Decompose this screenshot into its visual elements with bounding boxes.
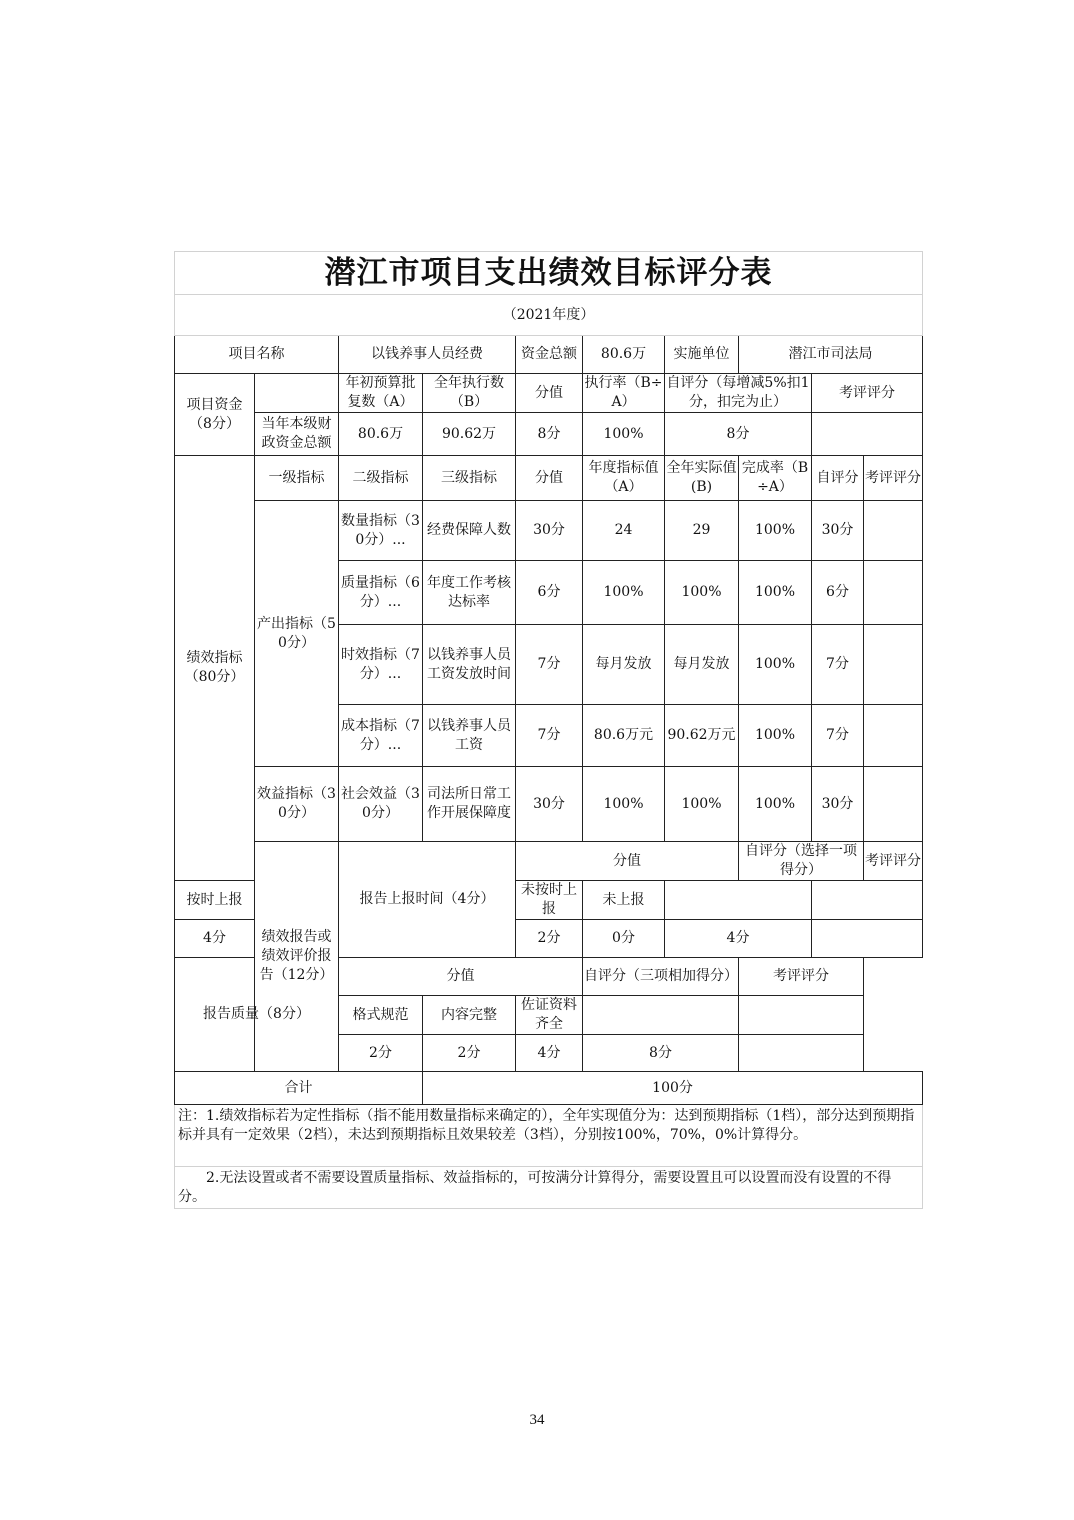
total-label: 合计 (175, 1072, 423, 1105)
actual-cell: 29 (665, 501, 739, 561)
funds-self: 8分 (665, 413, 812, 456)
rate-cell: 100% (739, 705, 812, 767)
level3-cell: 以钱养事人员工资 (423, 705, 516, 767)
self-score-cell: 30分 (812, 767, 864, 842)
report-quality-score: 2分 (339, 1035, 423, 1072)
report-time-option: 未按时上报 (516, 881, 583, 920)
report-label: 绩效报告或绩效评价报告（12分） (255, 842, 339, 1072)
report-time-score: 4分 (175, 920, 255, 958)
total-funds-value: 80.6万 (583, 336, 665, 374)
level2-cell: 质量指标（6分）... (339, 561, 423, 625)
perf-header-score: 分值 (516, 456, 583, 501)
note-1: 注：1.绩效指标若为定性指标（指不能用数量指标来确定的），全年实现值分为：达到预期指标（1档），部分达到预期指标并具有一定效果（2档），未达到预期指标且效果较差（3档），分别按100%，70%，0%计算得分。 (175, 1105, 923, 1167)
report-time-self-blank (665, 881, 812, 920)
rate-cell: 100% (739, 767, 812, 842)
note-2-text: 2.无法设置或者不需要设置质量指标、效益指标的，可按满分计算得分，需要设置且可以设置而没有设置的不得分。 (178, 1170, 892, 1205)
report-quality-self-blank (583, 996, 739, 1035)
report-time-score: 2分 (516, 920, 583, 958)
report-quality-score: 4分 (516, 1035, 583, 1072)
score-cell: 30分 (516, 767, 583, 842)
review-score-cell (864, 767, 923, 842)
report-quality-review-blank (739, 996, 864, 1035)
rate-cell: 100% (739, 561, 812, 625)
perf-header-rate: 完成率（B÷A） (739, 456, 812, 501)
funds-header-rate: 执行率（B÷A） (583, 374, 665, 413)
table-row (175, 767, 923, 842)
implementing-unit-value: 潜江市司法局 (739, 336, 923, 374)
review-score-cell (864, 625, 923, 705)
funds-annual: 90.62万 (423, 413, 516, 456)
target-cell: 100% (583, 767, 665, 842)
self-score-cell: 7分 (812, 625, 864, 705)
self-score-cell: 30分 (812, 501, 864, 561)
self-score-cell: 7分 (812, 705, 864, 767)
report-quality-option: 佐证资料齐全 (516, 996, 583, 1035)
benefit-indicators-label: 效益指标（30分） (255, 767, 339, 842)
actual-cell: 100% (665, 767, 739, 842)
project-name-value: 以钱养事人员经费 (339, 336, 516, 374)
implementing-unit-label: 实施单位 (665, 336, 739, 374)
score-cell: 7分 (516, 705, 583, 767)
level3-cell: 司法所日常工作开展保障度 (423, 767, 516, 842)
rate-cell: 100% (739, 625, 812, 705)
report-quality-option: 内容完整 (423, 996, 516, 1035)
table-row (175, 501, 923, 561)
report-quality-review-header: 考评评分 (739, 958, 864, 996)
actual-cell: 90.62万元 (665, 705, 739, 767)
funds-blank-cell (255, 374, 339, 413)
target-cell: 每月发放 (583, 625, 665, 705)
report-time-review-score (812, 920, 923, 958)
report-time-score: 0分 (583, 920, 665, 958)
note-2 (175, 1167, 923, 1209)
review-score-cell (864, 705, 923, 767)
score-cell: 7分 (516, 625, 583, 705)
table-title: 潜江市项目支出绩效目标评分表 (175, 252, 923, 295)
level2-cell: 成本指标（7分）... (339, 705, 423, 767)
total-value: 100分 (423, 1072, 923, 1105)
perf-header-actual: 全年实际值(B) (665, 456, 739, 501)
performance-score-table (174, 251, 923, 1209)
table-year: （2021年度） (175, 295, 923, 336)
perf-header-review: 考评评分 (864, 456, 923, 501)
perf-header-self: 自评分 (812, 456, 864, 501)
actual-cell: 100% (665, 561, 739, 625)
level3-cell: 经费保障人数 (423, 501, 516, 561)
funds-header-review: 考评评分 (812, 374, 923, 413)
report-quality-option: 格式规范 (339, 996, 423, 1035)
report-time-review-blank (812, 881, 923, 920)
funds-header-initial: 年初预算批复数（A） (339, 374, 423, 413)
total-funds-label: 资金总额 (516, 336, 583, 374)
perf-indicators-label: 绩效指标（80分） (175, 456, 255, 881)
project-name-label: 项目名称 (175, 336, 339, 374)
level2-cell: 时效指标（7分）... (339, 625, 423, 705)
report-quality-self-header: 自评分（三项相加得分） (583, 958, 739, 996)
page-number: 34 (529, 1412, 545, 1428)
review-score-cell (864, 561, 923, 625)
rate-cell: 100% (739, 501, 812, 561)
funds-review (812, 413, 923, 456)
report-time-score-header: 分值 (516, 842, 739, 881)
target-cell: 24 (583, 501, 665, 561)
report-quality-score-header: 分值 (339, 958, 583, 996)
score-cell: 6分 (516, 561, 583, 625)
level3-cell: 以钱养事人员工资发放时间 (423, 625, 516, 705)
perf-header-level2: 二级指标 (339, 456, 423, 501)
funds-header-self: 自评分（每增减5%扣1分，扣完为止） (665, 374, 812, 413)
report-quality-review-score (739, 1035, 864, 1072)
review-score-cell (864, 501, 923, 561)
target-cell: 80.6万元 (583, 705, 665, 767)
level3-cell: 年度工作考核达标率 (423, 561, 516, 625)
perf-header-level3: 三级指标 (423, 456, 516, 501)
score-cell: 30分 (516, 501, 583, 561)
funds-score: 8分 (516, 413, 583, 456)
report-time-option: 按时上报 (175, 881, 255, 920)
perf-header-level1: 一级指标 (255, 456, 339, 501)
self-score-cell: 6分 (812, 561, 864, 625)
funds-header-annual: 全年执行数（B） (423, 374, 516, 413)
score-form (174, 251, 922, 1205)
project-funds-label: 项目资金（8分） (175, 374, 255, 456)
report-time-option: 未上报 (583, 881, 665, 920)
report-quality-self-score: 8分 (583, 1035, 739, 1072)
report-time-review-header: 考评评分 (864, 842, 923, 881)
report-time-self-score: 4分 (665, 920, 812, 958)
report-time-label: 报告上报时间（4分） (339, 842, 516, 958)
funds-header-score: 分值 (516, 374, 583, 413)
funds-initial: 80.6万 (339, 413, 423, 456)
report-quality-score: 2分 (423, 1035, 516, 1072)
level2-cell: 社会效益（30分） (339, 767, 423, 842)
report-time-self-header: 自评分（选择一项得分） (739, 842, 864, 881)
report-quality-label: 报告质量（8分） (175, 958, 339, 1072)
funds-rate: 100% (583, 413, 665, 456)
actual-cell: 每月发放 (665, 625, 739, 705)
target-cell: 100% (583, 561, 665, 625)
funds-row-label: 当年本级财政资金总额 (255, 413, 339, 456)
perf-header-target: 年度指标值（A） (583, 456, 665, 501)
level2-cell: 数量指标（30分）... (339, 501, 423, 561)
output-indicators-label: 产出指标（50分） (255, 501, 339, 767)
